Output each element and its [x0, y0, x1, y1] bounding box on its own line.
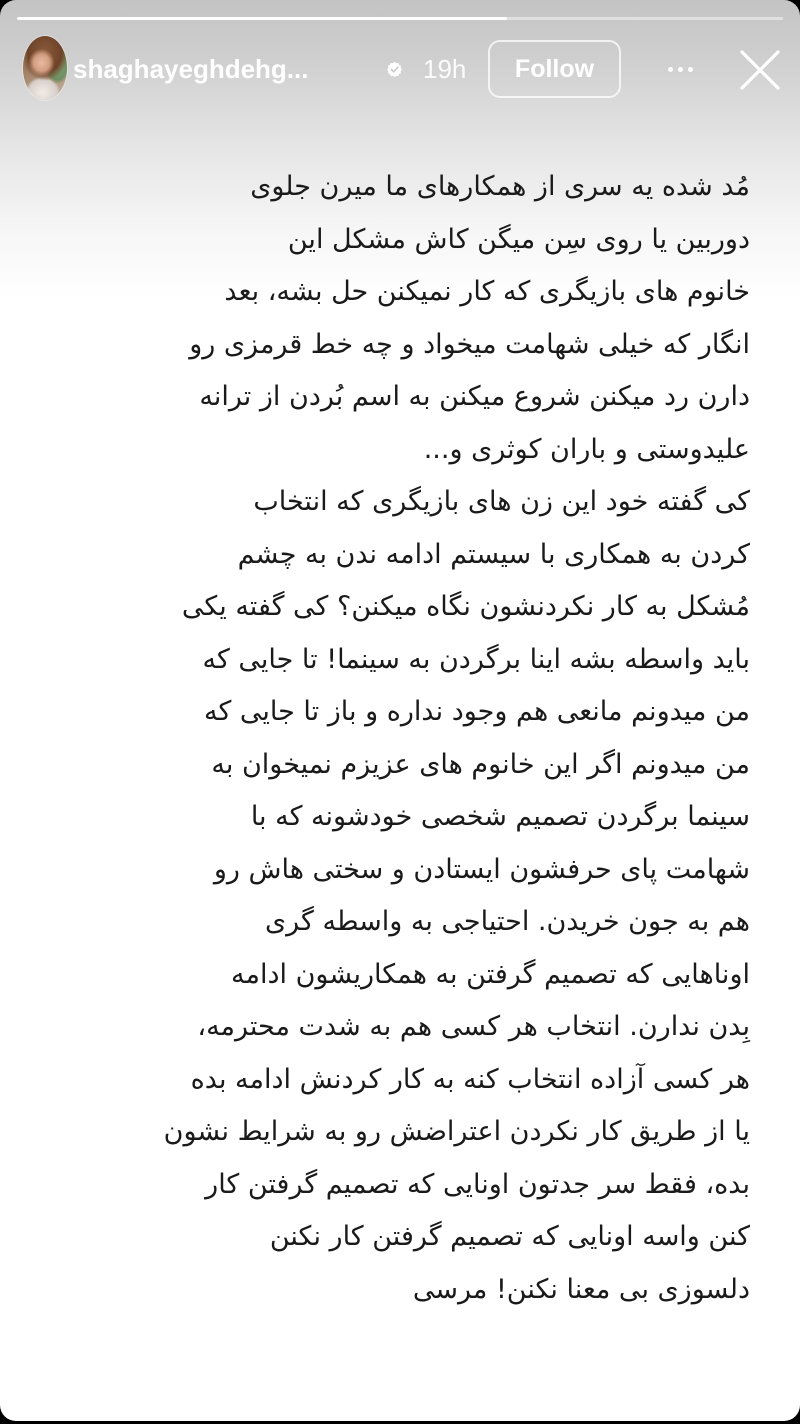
text-line: خانوم های بازیگری که کار نمیکنن حل بشه، بعد [224, 276, 750, 307]
post-time: 19h [423, 54, 467, 84]
more-horizontal-icon [668, 67, 673, 72]
text-line: دارن رد میکنن شروع میکنن به اسم بُردن از ترانه [199, 381, 750, 412]
text-line: یا از طریق کار نکردن اعتراضش رو به شرایط نشون [163, 1116, 750, 1147]
text-line: من میدونم مانعی هم وجود نداره و باز تا جایی که [204, 696, 750, 727]
more-horizontal-icon [678, 67, 683, 72]
text-line: کنن واسه اونایی که تصمیم گرفتن کار نکنن [269, 1221, 750, 1252]
verified-badge-icon [387, 62, 402, 77]
text-line: سینما برگردن تصمیم شخصی خودشونه که با [250, 801, 750, 832]
close-icon[interactable] [738, 48, 782, 92]
avatar[interactable] [23, 36, 67, 100]
story-header [0, 36, 800, 106]
text-line: مُشکل به کار نکردنشون نگاه میکنن؟ کی گفته یکی [181, 591, 750, 622]
text-line: بده، فقط سر جدتون اونایی که تصمیم گرفتن کار [205, 1168, 750, 1200]
text-line: دوربین یا روی سِن میگن کاش مشکل این [287, 223, 750, 255]
text-line: کی گفته خود این زن های بازیگری که انتخاب [253, 486, 750, 517]
story-progress-fill [17, 17, 507, 20]
text-line: هم به جون خریدن. احتیاجی به واسطه گری [265, 906, 750, 937]
text-line: مُد شده یه سری از همکارهای ما میرن جلوی [250, 171, 750, 202]
more-horizontal-icon [688, 67, 693, 72]
text-line: هر کسی آزاده انتخاب کنه به کار کردنش ادامه بده [190, 1063, 750, 1095]
text-line: علیدوستی و باران کوثری و... [423, 433, 750, 465]
text-line: شهامت پای حرفشون ایستادن و سختی هاش رو [213, 853, 750, 885]
text-line: دلسوزی بی معنا نکنن! مرسی [412, 1273, 750, 1305]
text-line: کردن به همکاری با سیستم ادامه ندن به چشم [237, 538, 750, 570]
text-line: انگار که خیلی شهامت میخواد و چه خط قرمزی رو [189, 328, 750, 360]
text-line: باید واسطه بشه اینا برگردن به سینما! تا جایی که [202, 643, 750, 675]
story-progress-bar [17, 17, 783, 20]
username-link[interactable]: shaghayeghdehg... [73, 54, 309, 84]
more-options-button[interactable] [660, 56, 700, 82]
text-line: اوناهایی که تصمیم گرفتن به همکاریشون ادامه [231, 958, 750, 990]
text-line: بِدن ندارن. انتخاب هر کسی هم به شدت محترمه، [197, 1011, 750, 1042]
text-line: من میدونم اگر این خانوم های عزیزم نمیخوان به [211, 748, 750, 780]
story-text-content [50, 161, 750, 1316]
follow-button[interactable]: Follow [488, 40, 621, 98]
